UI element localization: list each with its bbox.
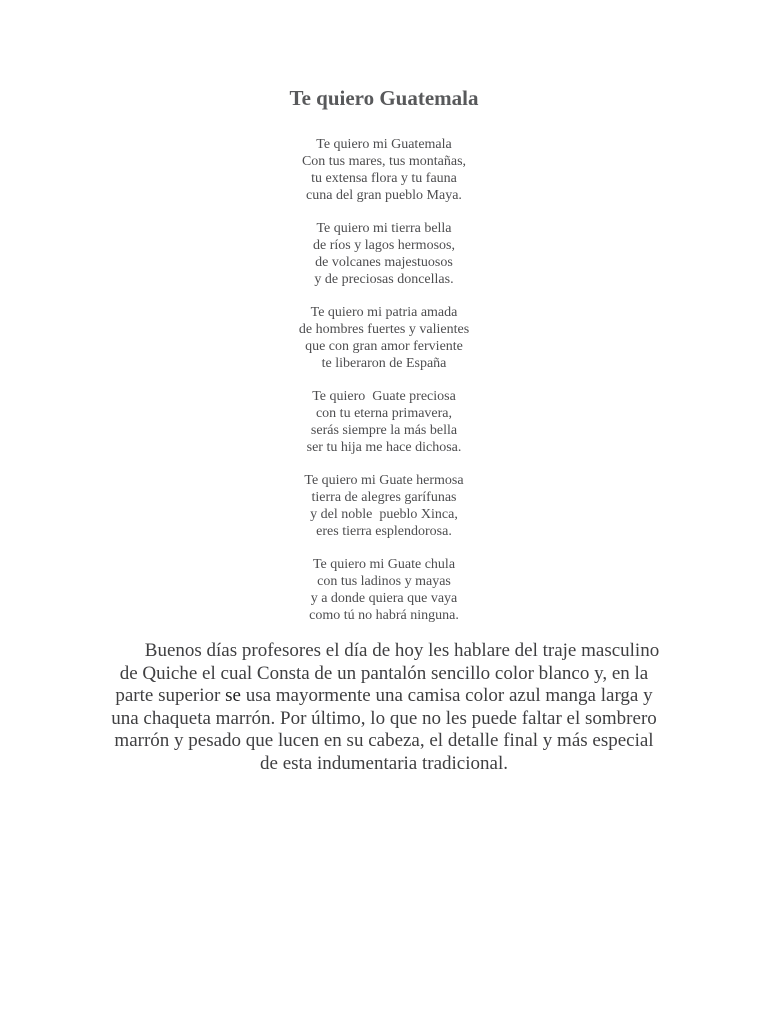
poem-line: te liberaron de España xyxy=(321,356,447,371)
speech-text-part: se xyxy=(225,685,241,706)
poem-line: Te quiero mi tierra bella xyxy=(316,221,452,236)
poem-line: ser tu hija me hace dichosa. xyxy=(306,440,462,455)
poem-line: que con gran amor ferviente xyxy=(305,339,463,354)
poem-line: Te quiero Guate preciosa xyxy=(312,389,456,404)
poem-line: de ríos y lagos hermosos, xyxy=(313,238,455,253)
stanza xyxy=(0,556,768,624)
poem-line: Te quiero mi Guate hermosa xyxy=(304,473,464,488)
poem-line: Te quiero mi Guate chula xyxy=(312,557,456,572)
stanza xyxy=(0,472,768,540)
poem-line: como tú no habrá ninguna. xyxy=(309,608,459,623)
poem-line: y del noble pueblo Xinca, xyxy=(310,507,458,522)
stanza xyxy=(0,304,768,372)
poem-line: de volcanes majestuosos xyxy=(315,255,453,270)
poem-line: Te quiero mi Guatemala xyxy=(316,137,452,152)
speech-text-part: Consta de un pantalón sencillo color blanco y, en la parte superior xyxy=(115,662,649,706)
poem-line: cuna del gran pueblo Maya. xyxy=(306,188,462,203)
poem-line: con tus ladinos y mayas xyxy=(317,574,451,589)
poem-line: y a donde quiera que vaya xyxy=(310,591,458,606)
poem-line: de hombres fuertes y valientes xyxy=(298,322,470,337)
poem-line: y de preciosas doncellas. xyxy=(314,272,454,287)
poem xyxy=(0,136,768,640)
speech-paragraph xyxy=(108,640,660,775)
poem-line: serás siempre la más bella xyxy=(310,423,458,438)
stanza xyxy=(0,220,768,288)
poem-line: eres tierra esplendorosa. xyxy=(316,524,452,539)
poem-line: Con tus mares, tus montañas, xyxy=(301,154,467,169)
stanza xyxy=(0,136,768,204)
stanza xyxy=(0,388,768,456)
poem-title: Te quiero Guatemala xyxy=(289,86,479,110)
speech-text-part: usa mayormente una camisa color azul manga larga y una chaqueta marrón. Por último, lo que no les puede faltar el sombrero marrón y pesado que lucen en su cabeza, el detalle final y más especial de esta indumentaria tradicional. xyxy=(111,685,657,774)
poem-line: con tu eterna primavera, xyxy=(315,406,453,421)
poem-line: tu extensa flora y tu fauna xyxy=(311,171,457,186)
speech-text-part: Buenos días profesores el día de hoy les hablare del traje masculino de Quiche el cual xyxy=(119,640,660,684)
poem-line: Te quiero mi patria amada xyxy=(310,305,458,320)
poem-line: tierra de alegres garífunas xyxy=(311,490,457,505)
